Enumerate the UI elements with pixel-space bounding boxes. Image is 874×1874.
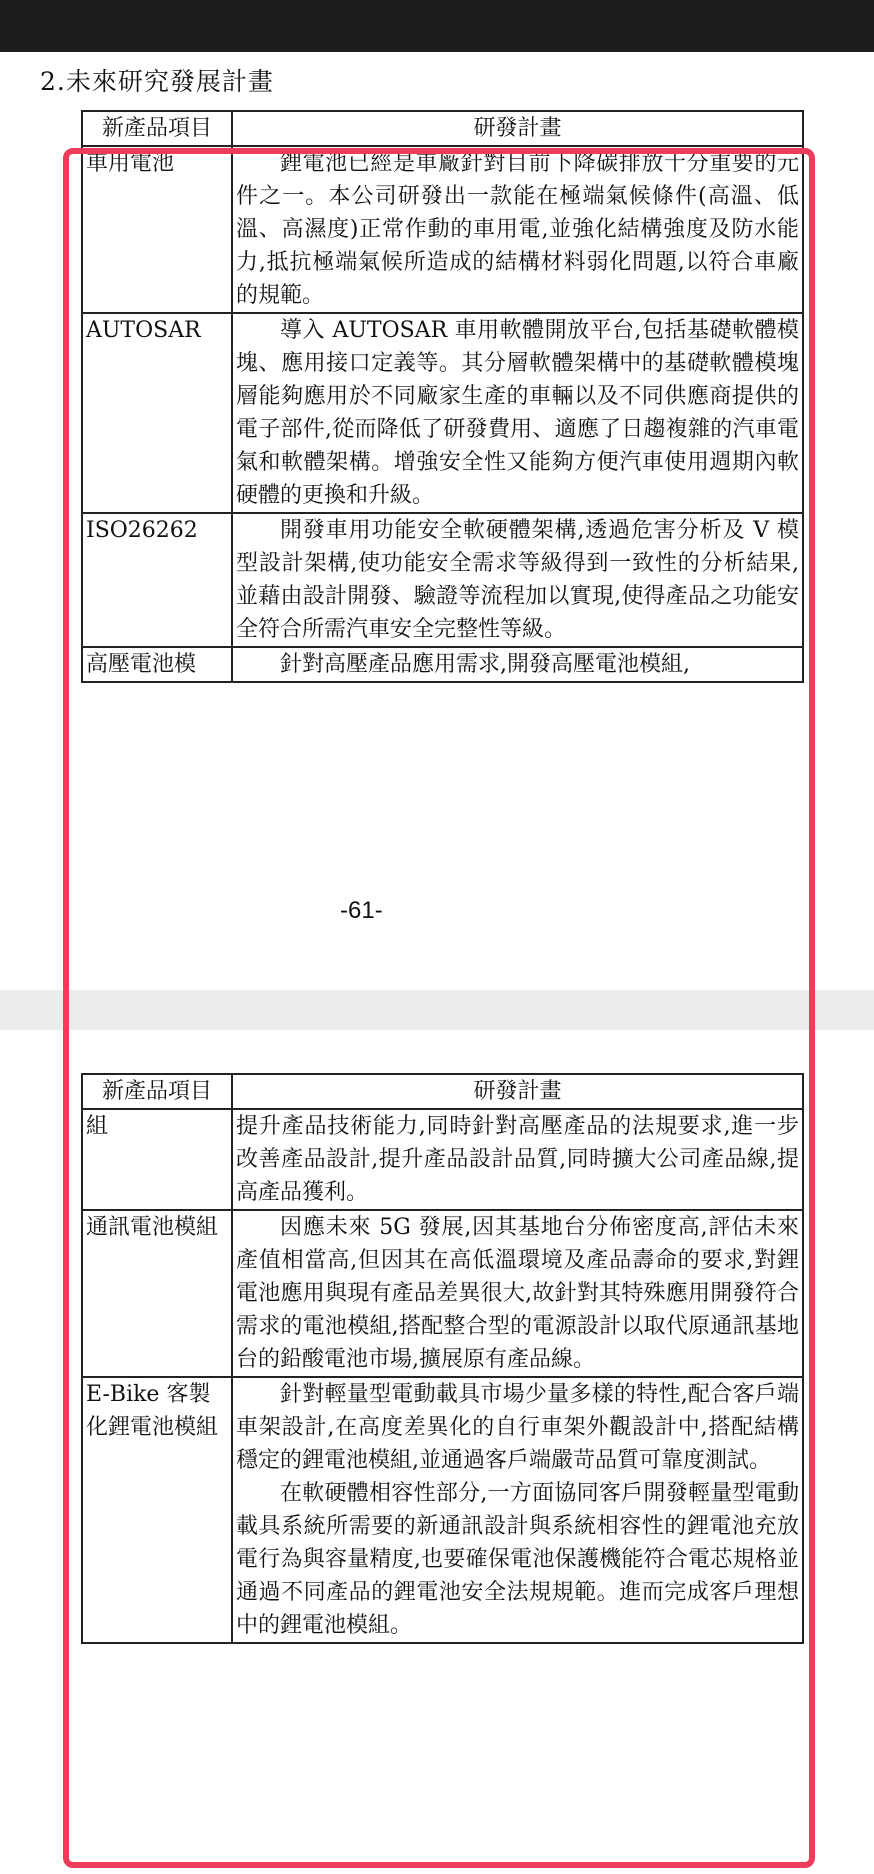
row-plan-text — [232, 647, 803, 682]
header-plan: 研發計畫 — [232, 111, 803, 146]
table-row — [82, 1109, 803, 1210]
row-item-label: AUTOSAR — [82, 313, 232, 513]
row-item-label: ISO26262 — [82, 513, 232, 647]
row-item-label: 組 — [82, 1109, 232, 1210]
plan-paragraph: 針對高壓產品應用需求,開發高壓電池模組, — [280, 652, 690, 677]
plan-paragraph: 針對輕量型電動載具市場少量多樣的特性,配合客戶端車架設計,在高度差異化的自行車架外觀設計中,搭配結構穩定的鋰電池模組,並通過客戶端嚴苛品質可靠度測試。 — [236, 1382, 799, 1473]
row-plan-text — [232, 1109, 803, 1210]
header-item: 新產品項目 — [82, 1074, 232, 1109]
table-row — [82, 313, 803, 513]
plan-paragraph: 開發車用功能安全軟硬體架構,透過危害分析及 V 模型設計架構,使功能安全需求等級得到一致性的分析結果,並藉由設計開發、驗證等流程加以實現,使得產品之功能安全符合所需汽車安全完整性等級。 — [236, 518, 799, 642]
table-row — [82, 1377, 803, 1643]
page-number: -61- — [340, 897, 383, 924]
table-row — [82, 647, 803, 682]
plan-paragraph: 鋰電池已經是車廠針對目前下降碳排放十分重要的元件之一。本公司研發出一款能在極端氣候條件(高溫、低溫、高濕度)正常作動的車用電,並強化結構強度及防水能力,抵抗極端氣候所造成的結構材料弱化問題,以符合車廠的規範。 — [236, 151, 799, 308]
top-bar — [0, 0, 874, 52]
table-header-row — [82, 111, 803, 146]
plan-paragraph: 導入 AUTOSAR 車用軟體開放平台,包括基礎軟體模塊、應用接口定義等。其分層軟體架構中的基礎軟體模塊層能夠應用於不同廠家生產的車輛以及不同供應商提供的電子部件,從而降低了研發費用、適應了日趨複雜的汽車電氣和軟體架構。增強安全性又能夠方便汽車使用週期內軟硬體的更換和升級。 — [236, 318, 799, 508]
row-plan-text — [232, 313, 803, 513]
row-item-label: 通訊電池模組 — [82, 1210, 232, 1377]
page-gap — [0, 990, 874, 1030]
section-heading: 2.未來研究發展計畫 — [40, 67, 274, 96]
row-plan-text — [232, 1377, 803, 1643]
table-row — [82, 146, 803, 313]
table-row — [82, 1210, 803, 1377]
header-item: 新產品項目 — [82, 111, 232, 146]
plan-paragraph: 提升產品技術能力,同時針對高壓產品的法規要求,進一步改善產品設計,提升產品設計品質,同時擴大公司產品線,提高產品獲利。 — [236, 1114, 799, 1205]
table-header-row — [82, 1074, 803, 1109]
plan-table-page-1 — [81, 110, 804, 683]
row-plan-text — [232, 513, 803, 647]
row-plan-text — [232, 146, 803, 313]
table-row — [82, 513, 803, 647]
row-item-label: E-Bike 客製化鋰電池模組 — [82, 1377, 232, 1643]
header-plan: 研發計畫 — [232, 1074, 803, 1109]
plan-table-page-2 — [81, 1073, 804, 1644]
row-item-label: 車用電池 — [82, 146, 232, 313]
row-plan-text — [232, 1210, 803, 1377]
row-item-label: 高壓電池模 — [82, 647, 232, 682]
plan-paragraph: 因應未來 5G 發展,因其基地台分佈密度高,評估未來產值相當高,但因其在高低溫環境及產品壽命的要求,對鋰電池應用與現有產品差異很大,故針對其特殊應用開發符合需求的電池模組,搭配整合型的電源設計以取代原通訊基地台的鉛酸電池市場,擴展原有產品線。 — [236, 1215, 799, 1372]
plan-paragraph: 在軟硬體相容性部分,一方面協同客戶開發輕量型電動載具系統所需要的新通訊設計與系統相容性的鋰電池充放電行為與容量精度,也要確保電池保護機能符合電芯規格並通過不同產品的鋰電池安全法規規範。進而完成客戶理想中的鋰電池模組。 — [236, 1481, 799, 1638]
